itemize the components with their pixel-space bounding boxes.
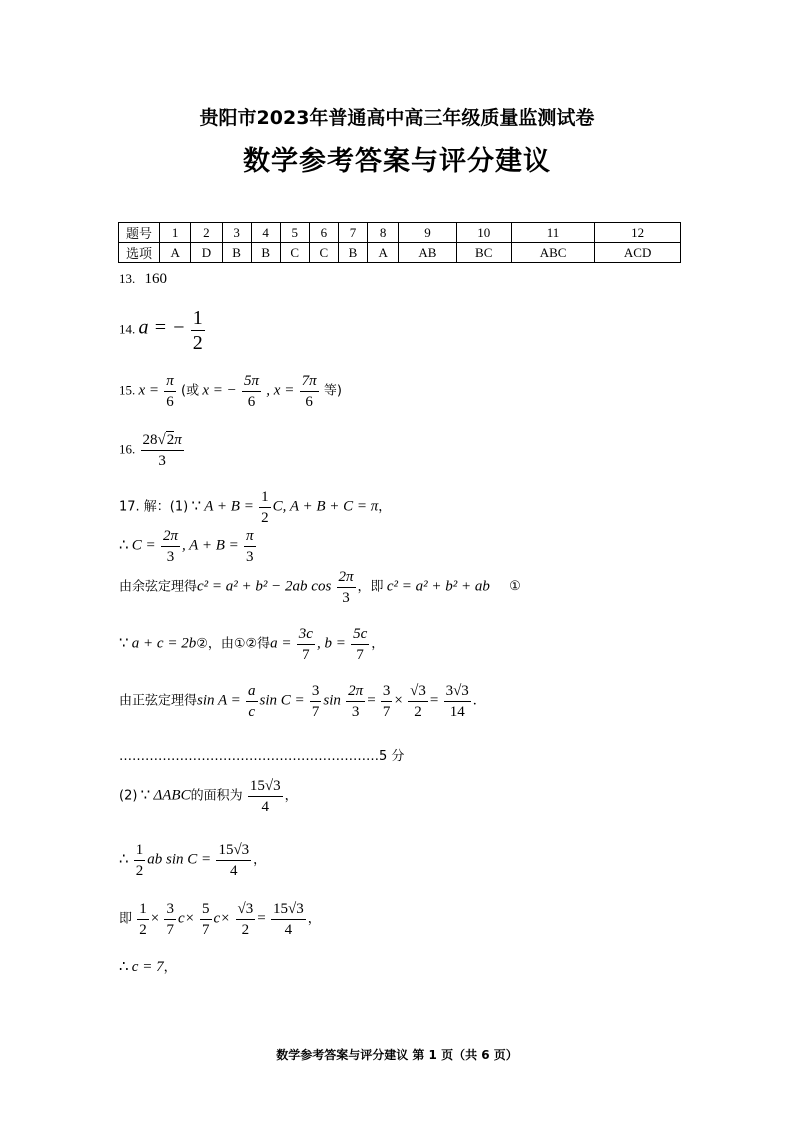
table-cell: BC [456, 243, 511, 263]
answer-13 [119, 271, 167, 288]
numerator: 7π [300, 371, 319, 392]
fraction [346, 681, 365, 722]
table-cell: 1 [160, 223, 191, 243]
table-cell: B [251, 243, 280, 263]
table-cell: 4 [251, 223, 280, 243]
denominator: 2 [135, 863, 144, 879]
denominator: c [248, 704, 256, 720]
expression: c² = a² + b² + ab [386, 578, 490, 595]
expression: , x = [266, 382, 295, 399]
numerator: 5 [200, 899, 212, 920]
table-cell: 3 [222, 223, 251, 243]
table-cell: ACD [595, 243, 681, 263]
punctuation: ， [163, 960, 177, 975]
question-number: 16. [119, 441, 136, 457]
because-symbol: ∵ [191, 498, 202, 515]
answer-16 [119, 430, 186, 471]
text: 即 [119, 911, 133, 927]
expression: c× [177, 910, 195, 927]
fraction [164, 899, 176, 940]
expression: x = − [202, 382, 237, 399]
expression: x = [138, 382, 160, 399]
table-cell: 6 [309, 223, 338, 243]
denominator: 7 [311, 704, 320, 720]
numerator: π [244, 526, 256, 547]
numerator: 5c [351, 624, 369, 645]
table-row [119, 223, 681, 243]
denominator: 4 [261, 799, 269, 815]
fraction [444, 681, 471, 722]
therefore-symbol: ∴ [119, 959, 129, 975]
expression: a = [270, 635, 292, 652]
table-cell: D [191, 243, 222, 263]
table-cell: B [338, 243, 367, 263]
document-title: 贵阳市2023年普通高中高三年级质量监测试卷 [199, 107, 595, 129]
fraction [351, 624, 369, 665]
text: ，即 [357, 579, 384, 595]
table-cell: 9 [399, 223, 456, 243]
numerator: 15√3 [248, 776, 283, 797]
equation-marker: ② [196, 635, 208, 651]
denominator: 3 [166, 549, 175, 565]
solution-17-line-4 [119, 624, 384, 665]
denominator: 14 [449, 704, 465, 720]
fraction [297, 624, 315, 665]
text: 由余弦定理得 [119, 579, 198, 595]
punctuation: . [472, 692, 477, 709]
denominator: 6 [166, 394, 174, 410]
table-cell: AB [399, 243, 456, 263]
punctuation: ， [307, 911, 321, 927]
denominator: 4 [284, 922, 293, 938]
denominator: 7 [202, 922, 210, 938]
text: 的面积为 [190, 788, 243, 804]
numerator: √3 [236, 899, 256, 920]
fraction [200, 899, 212, 940]
denominator: 7 [302, 647, 310, 663]
punctuation: ， [371, 636, 385, 652]
fraction [161, 526, 180, 567]
expression: sin C = [259, 692, 305, 709]
fraction [310, 681, 322, 722]
text: 等) [323, 383, 342, 399]
table-cell: 11 [511, 223, 594, 243]
numerator: 2π [161, 526, 180, 547]
table-row [119, 243, 681, 263]
numerator: 3 [164, 899, 176, 920]
solution-17-part-2 [119, 776, 298, 817]
denominator: 2 [139, 922, 147, 938]
numerator: 15√3 [216, 840, 251, 861]
equation-marker: ① [509, 578, 521, 594]
text: ，由①②得 [207, 636, 271, 652]
numerator: a [246, 681, 258, 702]
because-symbol: ∵ [119, 635, 129, 652]
score-line: ……………………………………………………5 分 [119, 749, 405, 764]
fraction [408, 681, 428, 722]
expression: C = [131, 537, 156, 554]
fraction [216, 840, 251, 881]
table-cell: 10 [456, 223, 511, 243]
expression: a + c = 2b [131, 635, 197, 652]
table-cell: 7 [338, 223, 367, 243]
punctuation: ， [253, 852, 267, 868]
expression: c² = a² + b² − 2ab cos [197, 578, 332, 595]
operator: × [150, 910, 160, 927]
fraction [137, 899, 149, 940]
solution-17-line-9 [119, 956, 177, 976]
table-cell: ABC [511, 243, 594, 263]
expression: c = 7 [131, 959, 164, 975]
table-cell: A [160, 243, 191, 263]
operator: = [367, 692, 376, 709]
because-symbol: ∵ [140, 787, 151, 804]
denominator: 7 [356, 647, 364, 663]
denominator: 2 [414, 704, 422, 720]
fraction [271, 899, 306, 940]
question-number: 13. [119, 271, 136, 286]
expression: A + B = [204, 498, 254, 515]
punctuation: ， [284, 788, 298, 804]
page-footer: 数学参考答案与评分建议 第 1 页（共 6 页） [276, 1048, 518, 1062]
question-number: 15. [119, 382, 136, 398]
numerator: 3 [381, 681, 393, 702]
numerator: 1 [192, 307, 203, 329]
question-number: 14. [119, 321, 136, 337]
denominator: 4 [230, 863, 238, 879]
fraction [244, 526, 256, 567]
answer-value: 160 [144, 271, 167, 287]
numerator: 28√2π [141, 430, 184, 451]
numerator: 15√3 [271, 899, 306, 920]
expression: , b = [316, 635, 346, 652]
denominator: 3 [342, 590, 350, 606]
part-label: (2) [119, 788, 138, 804]
numerator: 2π [346, 681, 365, 702]
table-cell: C [280, 243, 309, 263]
denominator: 6 [305, 394, 313, 410]
answer-table [118, 222, 681, 263]
table-cell: B [222, 243, 251, 263]
numerator: √3 [408, 681, 428, 702]
fraction [164, 371, 176, 412]
expression: sin A = [197, 692, 241, 709]
solution-17-line-3 [119, 567, 521, 608]
expression: C, A + B + C = π [272, 498, 379, 515]
fraction [259, 487, 271, 528]
denominator: 2 [241, 922, 250, 938]
expression: a = − [138, 316, 186, 339]
numerator: 2π [337, 567, 356, 588]
solution-17-line-7 [119, 840, 266, 881]
table-cell: 5 [280, 223, 309, 243]
question-number: 17. 解：(1) [119, 499, 189, 515]
denominator: 3 [351, 704, 360, 720]
numerator: 5π [242, 371, 261, 392]
fraction [246, 681, 258, 722]
fraction [248, 776, 283, 817]
expression: c× [213, 910, 231, 927]
expression: , A + B = [181, 537, 239, 554]
fraction [134, 840, 146, 881]
therefore-symbol: ∴ [119, 851, 129, 868]
numerator: 3√3 [444, 681, 471, 702]
text: (或 [181, 383, 200, 399]
numerator: 1 [259, 487, 271, 508]
fraction [381, 681, 393, 722]
operator: = [429, 692, 439, 709]
answer-14 [119, 306, 207, 355]
expression: sin [323, 692, 341, 709]
table-cell: C [309, 243, 338, 263]
expression: ab sin C = [147, 851, 212, 868]
solution-17-line-5 [119, 681, 477, 722]
fraction [300, 371, 319, 412]
expression: ΔABC [153, 787, 191, 804]
table-cell: A [368, 243, 399, 263]
solution-17-line-8 [119, 899, 321, 940]
fraction [337, 567, 356, 608]
therefore-symbol: ∴ [119, 537, 129, 554]
fraction [242, 371, 261, 412]
fraction [191, 306, 205, 355]
numerator: 3c [297, 624, 315, 645]
table-cell: 12 [595, 223, 681, 243]
denominator: 3 [158, 453, 166, 469]
operator: = [257, 910, 266, 927]
punctuation: ， [378, 499, 392, 515]
denominator: 7 [166, 922, 174, 938]
table-cell: 8 [368, 223, 399, 243]
denominator: 3 [245, 549, 254, 565]
fraction [236, 899, 256, 940]
table-header-cell: 题号 [119, 223, 160, 243]
operator: × [394, 692, 403, 709]
document-subtitle: 数学参考答案与评分建议 [243, 146, 551, 177]
numerator: 1 [134, 840, 146, 861]
numerator: 3 [310, 681, 322, 702]
denominator: 2 [261, 510, 269, 526]
denominator: 6 [247, 394, 256, 410]
denominator: 2 [192, 332, 203, 354]
solution-17-line-1 [119, 487, 391, 528]
table-cell: 2 [191, 223, 222, 243]
text: 由正弦定理得 [119, 693, 198, 709]
solution-17-line-2 [119, 526, 258, 567]
answer-15 [119, 371, 342, 412]
denominator: 7 [382, 704, 391, 720]
numerator: π [164, 371, 176, 392]
numerator: 1 [137, 899, 149, 920]
fraction [141, 430, 184, 471]
table-header-cell: 选项 [119, 243, 160, 263]
